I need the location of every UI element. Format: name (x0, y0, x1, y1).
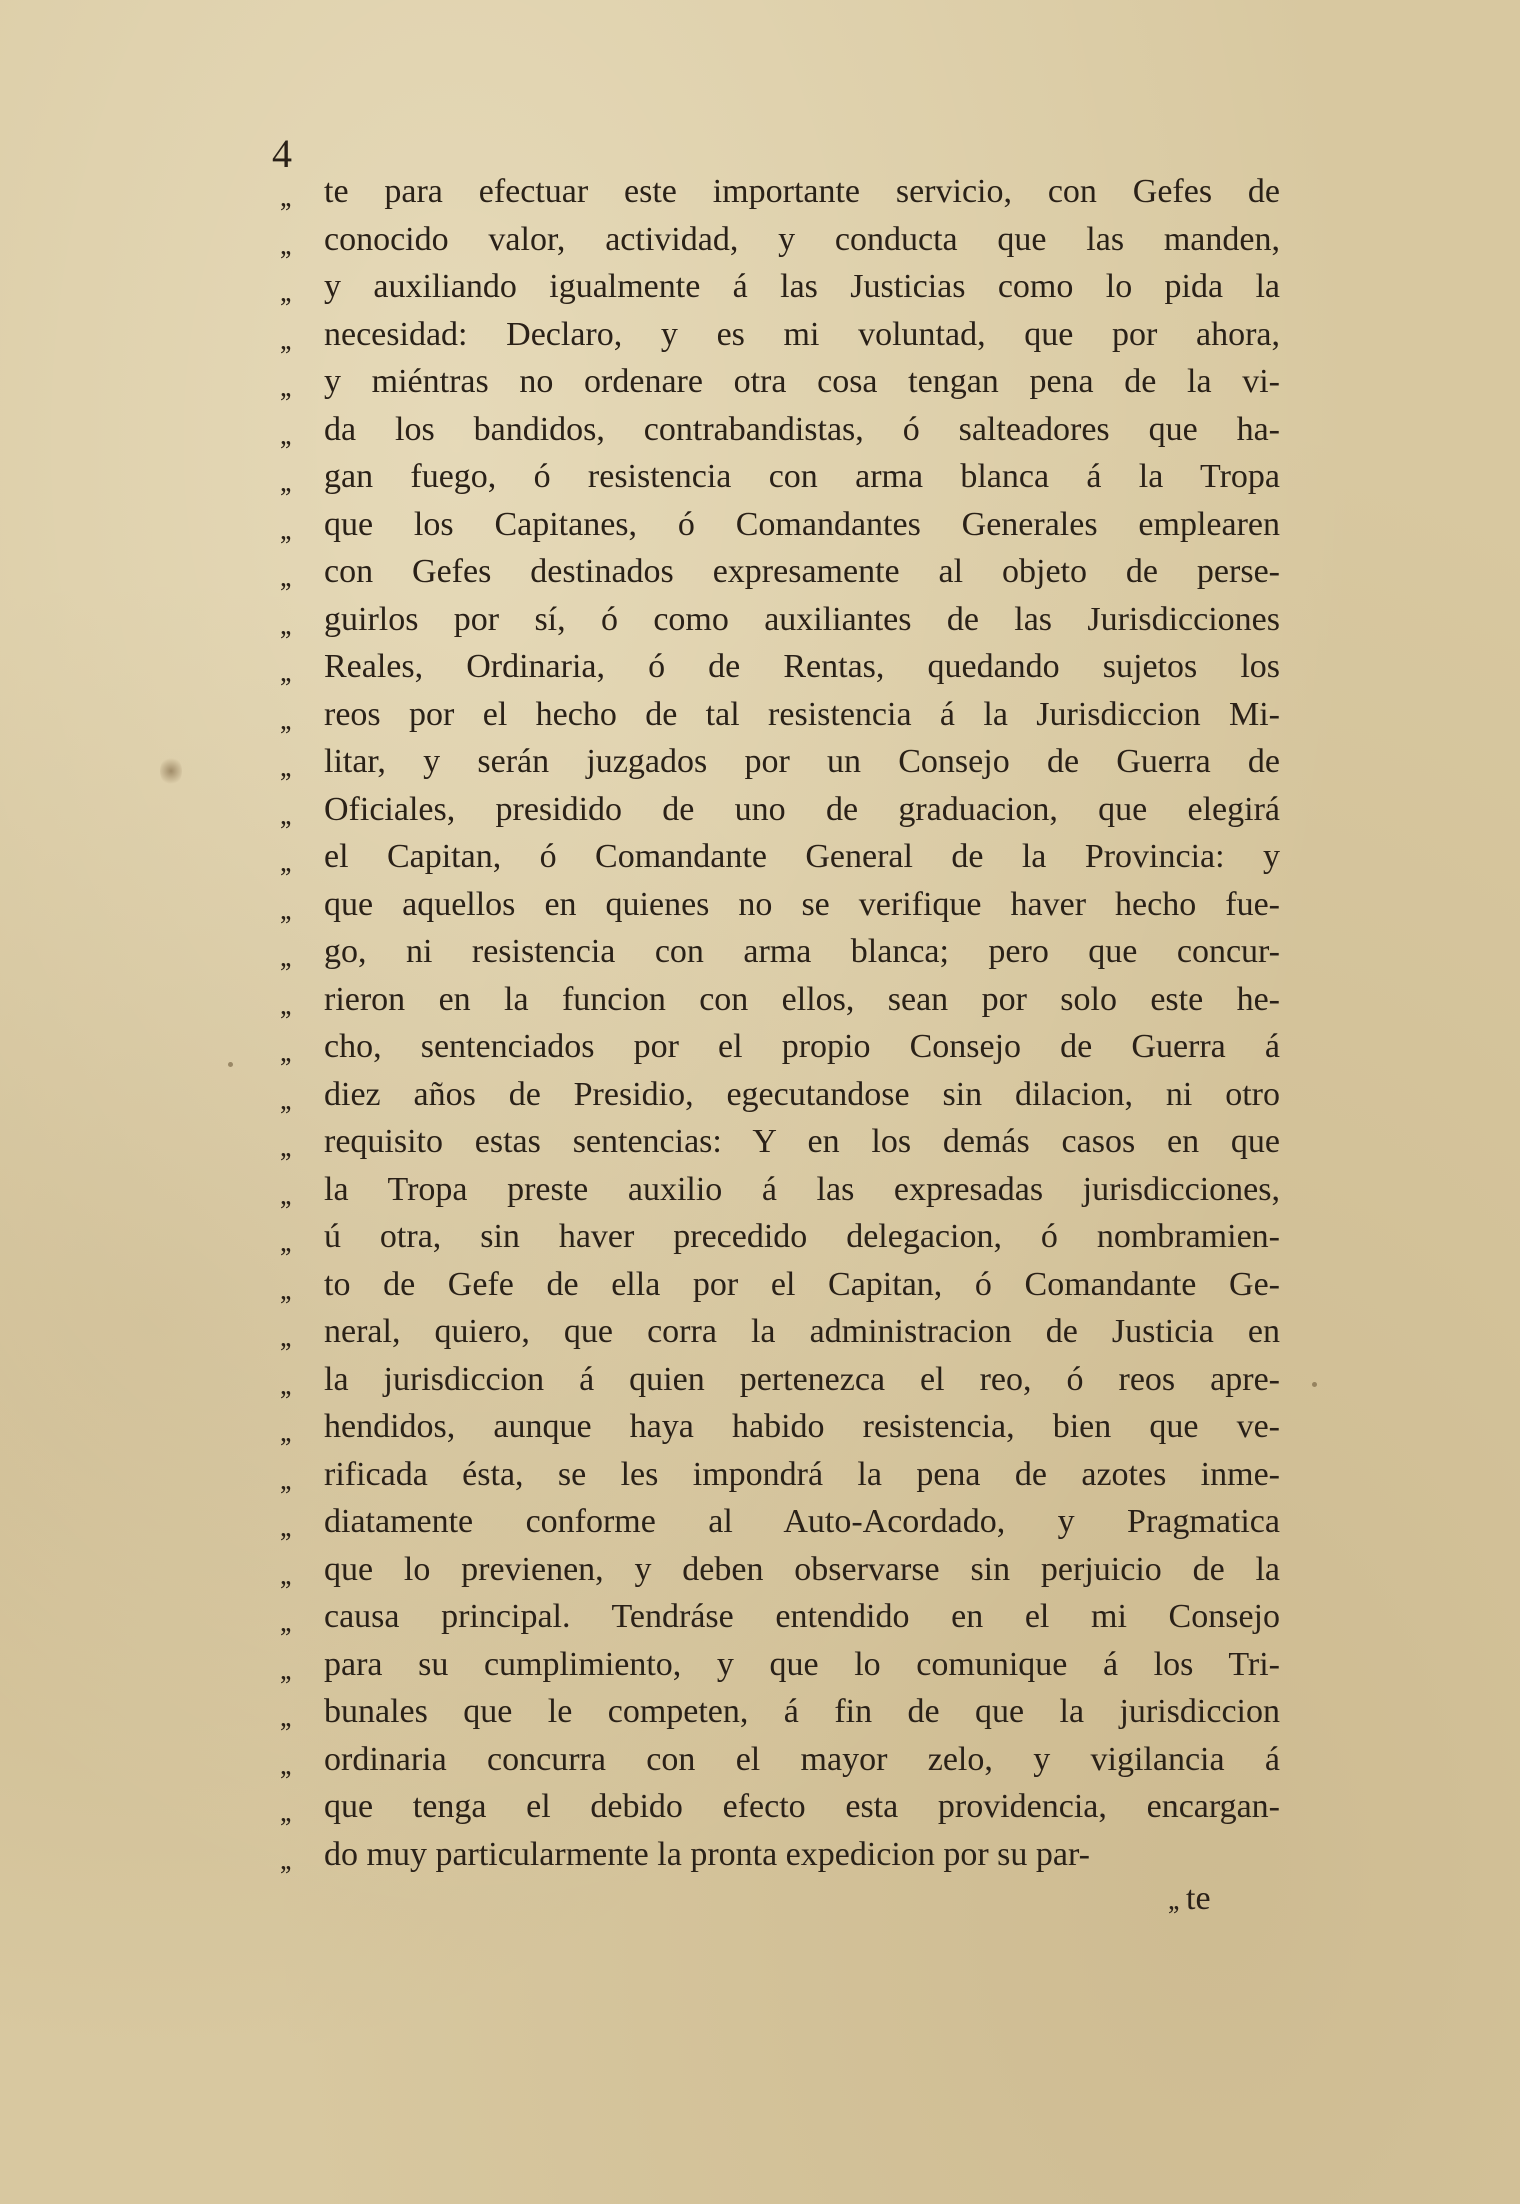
quote-mark: ,, (280, 704, 290, 736)
text-line (280, 928, 1280, 976)
line-text: ordinaria concurra con el mayor zelo, y vigilancia á (324, 1740, 1280, 1778)
quote-mark: ,, (280, 1084, 290, 1116)
text-line (280, 358, 1280, 406)
quote-mark: ,, (280, 1464, 290, 1496)
quote-mark: ,, (1168, 1885, 1178, 1916)
line-text: la jurisdiccion á quien pertenezca el reo, ó reos apre- (324, 1360, 1280, 1398)
line-text: y miéntras no ordenare otra cosa tengan pena de la vi- (324, 363, 1280, 400)
quote-mark: ,, (280, 1274, 290, 1306)
line-text: ú otra, sin haver precedido delegacion, ó nombramien- (324, 1218, 1280, 1255)
text-line (280, 1688, 1280, 1736)
quote-mark: ,, (280, 847, 290, 878)
line-text: conocido valor, actividad, y conducta que las manden, (324, 220, 1280, 258)
text-line (280, 1641, 1280, 1689)
quote-mark: ,, (280, 372, 290, 403)
text-line (280, 1403, 1280, 1451)
quote-mark: ,, (280, 1512, 290, 1543)
paper-stain (160, 756, 182, 786)
line-text: Reales, Ordinaria, ó de Rentas, quedando sujetos los (324, 648, 1280, 685)
quote-mark: ,, (280, 1179, 290, 1211)
text-line (280, 406, 1280, 454)
text-line (280, 786, 1280, 834)
line-text: te para efectuar este importante servicio, con Gefes de (324, 173, 1280, 210)
quote-mark: ,, (280, 324, 290, 356)
text-line (280, 1831, 1280, 1879)
text-line (280, 1118, 1280, 1166)
quote-mark: ,, (280, 1369, 290, 1401)
quote-mark: ,, (280, 229, 290, 261)
text-line (280, 1356, 1280, 1404)
catchword-text: te (1186, 1880, 1211, 1917)
quote-mark: ,, (280, 1132, 290, 1163)
line-text: reos por el hecho de tal resistencia á la Jurisdiccion Mi- (324, 695, 1280, 733)
line-text: go, ni resistencia con arma blanca; pero que concur- (324, 933, 1280, 970)
text-line (280, 501, 1280, 549)
line-text: bunales que le competen, á fin de que la jurisdiccion (324, 1693, 1280, 1730)
quote-mark: ,, (280, 942, 290, 973)
page-number: 4 (272, 131, 292, 176)
line-text: Oficiales, presidido de uno de graduacion, que elegirá (324, 790, 1280, 828)
text-line (280, 1451, 1280, 1499)
text-line (280, 311, 1280, 359)
line-text: rieron en la funcion con ellos, sean por solo este he- (324, 980, 1280, 1018)
body-text (280, 168, 1280, 1878)
quote-mark: ,, (280, 467, 290, 498)
text-line (280, 596, 1280, 644)
text-line (280, 453, 1280, 501)
text-line (280, 1213, 1280, 1261)
line-text: y auxiliando igualmente á las Justicias como lo pida la (324, 268, 1280, 305)
quote-mark: ,, (280, 182, 290, 213)
text-line (280, 976, 1280, 1024)
quote-mark: ,, (280, 1322, 290, 1353)
quote-mark: ,, (280, 1797, 290, 1828)
quote-mark: ,, (280, 1559, 290, 1591)
line-text: causa principal. Tendráse entendido en el mi Consejo (324, 1598, 1280, 1635)
text-line (280, 1546, 1280, 1594)
text-line (280, 1593, 1280, 1641)
quote-mark: ,, (280, 752, 290, 783)
catchword (1168, 1880, 1211, 1918)
line-text: la Tropa preste auxilio á las expresadas jurisdicciones, (324, 1170, 1280, 1208)
text-line (280, 881, 1280, 929)
quote-mark: ,, (280, 1749, 290, 1781)
text-line (280, 691, 1280, 739)
line-text: hendidos, aunque haya habido resistencia, bien que ve- (324, 1408, 1280, 1445)
quote-mark: ,, (280, 1037, 290, 1068)
quote-mark: ,, (280, 419, 290, 451)
line-text: que tenga el debido efecto esta providencia, encargan- (324, 1788, 1280, 1825)
line-text: gan fuego, ó resistencia con arma blanca á la Tropa (324, 458, 1280, 495)
quote-mark: ,, (280, 799, 290, 831)
quote-mark: ,, (280, 1702, 290, 1733)
quote-mark: ,, (280, 514, 290, 546)
quote-mark: ,, (280, 1227, 290, 1258)
line-text: diez años de Presidio, egecutandose sin dilacion, ni otro (324, 1075, 1280, 1113)
text-line (280, 1736, 1280, 1784)
line-text: requisito estas sentencias: Y en los demás casos en que (324, 1123, 1280, 1160)
quote-mark: ,, (280, 1417, 290, 1448)
text-line (280, 1261, 1280, 1309)
paper-speck (228, 1062, 233, 1067)
text-line (280, 738, 1280, 786)
line-text: que los Capitanes, ó Comandantes Generales emplearen (324, 505, 1280, 543)
line-text: rificada ésta, se les impondrá la pena de azotes inme- (324, 1455, 1280, 1493)
line-text: diatamente conforme al Auto-Acordado, y Pragmatica (324, 1503, 1280, 1540)
line-text: guirlos por sí, ó como auxiliantes de las Jurisdicciones (324, 600, 1280, 638)
line-text: necesidad: Declaro, y es mi voluntad, que por ahora, (324, 315, 1280, 353)
text-line (280, 216, 1280, 264)
line-text: que lo previenen, y deben observarse sin perjuicio de la (324, 1550, 1280, 1588)
quote-mark: ,, (280, 894, 290, 926)
text-line (280, 1023, 1280, 1071)
line-text: to de Gefe de ella por el Capitan, ó Comandante Ge- (324, 1265, 1280, 1303)
line-text: para su cumplimiento, y que lo comunique á los Tri- (324, 1645, 1280, 1683)
line-text: el Capitan, ó Comandante General de la Provincia: y (324, 838, 1280, 875)
line-text: neral, quiero, que corra la administracion de Justicia en (324, 1313, 1280, 1350)
quote-mark: ,, (280, 277, 290, 308)
quote-mark: ,, (280, 609, 290, 641)
text-line (280, 1308, 1280, 1356)
text-line (280, 1783, 1280, 1831)
text-line (280, 833, 1280, 881)
line-text: litar, y serán juzgados por un Consejo de Guerra de (324, 743, 1280, 780)
paper-speck (1312, 1382, 1317, 1387)
line-text: con Gefes destinados expresamente al objeto de perse- (324, 553, 1280, 590)
text-line (280, 1498, 1280, 1546)
quote-mark: ,, (280, 1654, 290, 1686)
quote-mark: ,, (280, 1607, 290, 1638)
quote-mark: ,, (280, 1844, 290, 1876)
line-text: cho, sentenciados por el propio Consejo de Guerra á (324, 1028, 1280, 1065)
text-line (280, 1166, 1280, 1214)
line-text: que aquellos en quienes no se verifique haver hecho fue- (324, 885, 1280, 923)
line-text: do muy particularmente la pronta expedicion por su par- (324, 1835, 1090, 1873)
text-line (280, 1071, 1280, 1119)
text-line (280, 168, 1280, 216)
text-line (280, 643, 1280, 691)
text-line (280, 548, 1280, 596)
quote-mark: ,, (280, 657, 290, 688)
quote-mark: ,, (280, 562, 290, 593)
line-text: da los bandidos, contrabandistas, ó salteadores que ha- (324, 410, 1280, 448)
quote-mark: ,, (280, 989, 290, 1021)
text-line (280, 263, 1280, 311)
